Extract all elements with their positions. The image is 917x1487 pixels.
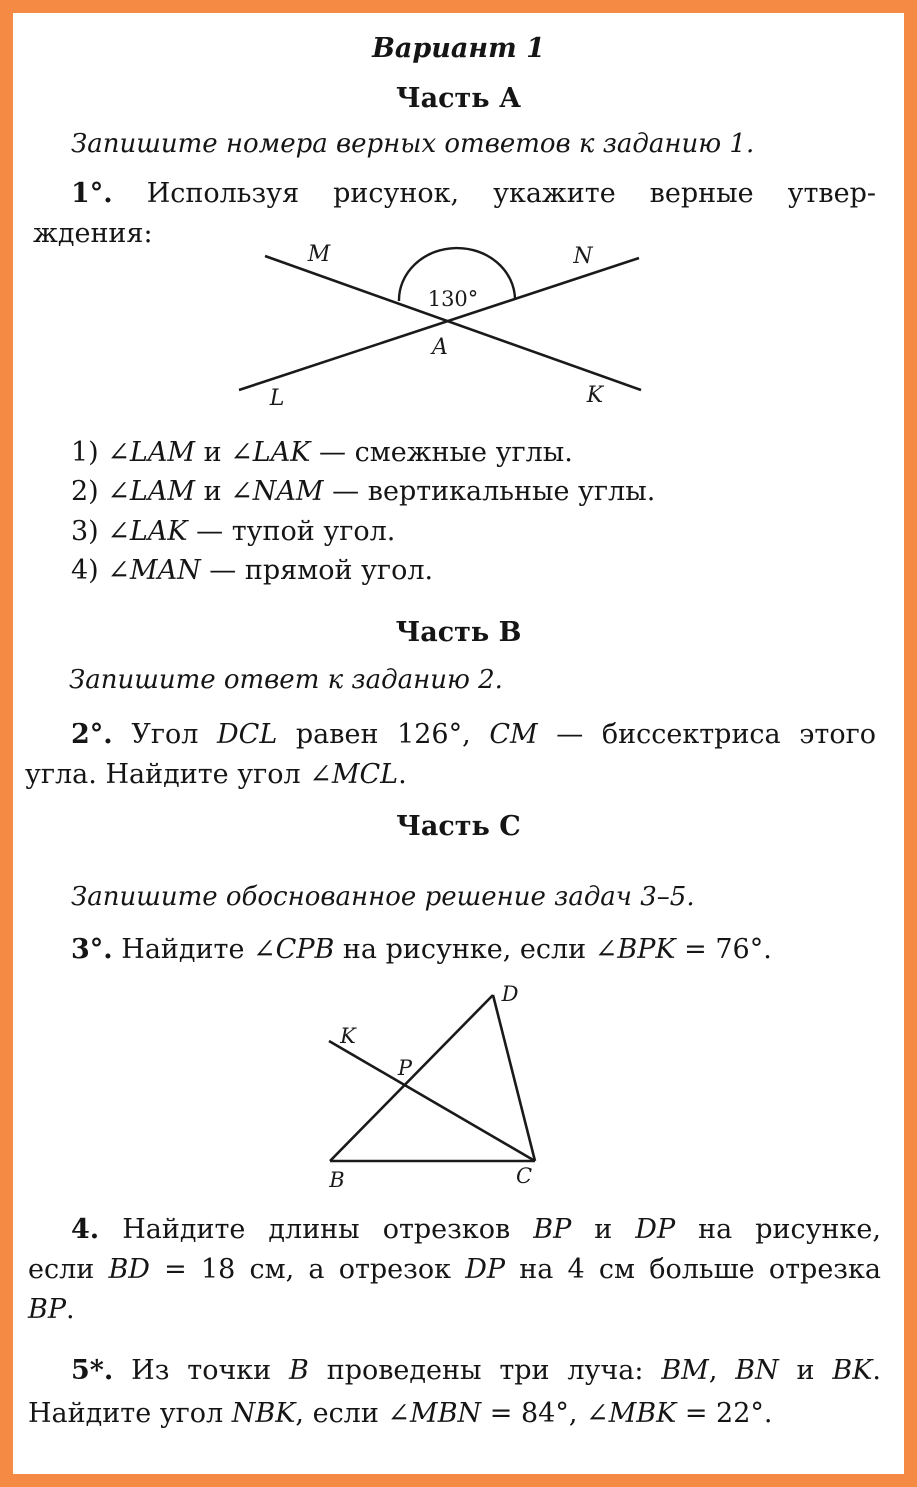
task5-text: , если <box>295 1398 388 1429</box>
label-p: P <box>397 1056 413 1080</box>
task2-text: равен 126°, <box>277 719 490 750</box>
task4-var: BD <box>108 1254 150 1285</box>
task1-text-line1: Используя рисунок, укажите верные утвер- <box>146 178 876 209</box>
task4-text: если <box>28 1254 109 1285</box>
option-text: — прямой угол. <box>200 555 434 586</box>
label-d: D <box>501 982 519 1006</box>
option-text: — смежные углы. <box>310 437 573 468</box>
task5-line1 <box>71 1355 881 1386</box>
task5-var: ∠MBN <box>387 1398 482 1429</box>
task5-line2 <box>28 1398 773 1429</box>
option-angle-2: ∠NAM <box>230 476 324 507</box>
part-c-instruction: Запишите обоснованное решение задач 3–5. <box>71 882 695 912</box>
task5-var: BK <box>832 1355 873 1386</box>
label-c: C <box>515 1164 533 1188</box>
task4-text: Найдите длины отрезков <box>122 1214 534 1245</box>
task4-number: 4. <box>71 1214 100 1245</box>
part-c-title: Часть С <box>396 811 521 842</box>
segment-d-c <box>493 995 535 1161</box>
task5-var: B <box>289 1355 309 1386</box>
option-angle: ∠MAN <box>107 555 201 586</box>
task2-text: . <box>398 759 407 790</box>
task4-var: DP <box>635 1214 676 1245</box>
label-m: M <box>307 242 331 267</box>
task3-number: 3°. <box>71 934 113 965</box>
task5-text: = 84°, <box>481 1398 586 1429</box>
task5-var: BM <box>661 1355 709 1386</box>
task2-text: угла. Найдите угол <box>25 759 310 790</box>
part-b-title: Часть В <box>395 617 522 648</box>
task4-text: на 4 см больше отрезка <box>505 1254 882 1285</box>
option-text: — тупой угол. <box>187 516 396 547</box>
option-text: — вертикальные углы. <box>323 476 656 507</box>
task2-var: DCL <box>217 719 278 750</box>
task4-var: BP <box>28 1294 67 1325</box>
task5-text: и <box>778 1355 833 1386</box>
option-number: 3) <box>71 516 99 547</box>
option-number: 1) <box>71 437 99 468</box>
option-conjunction: и <box>195 476 231 507</box>
label-b: B <box>329 1168 345 1192</box>
label-n: N <box>573 244 593 269</box>
variant-title: Вариант 1 <box>372 33 545 64</box>
ray-k-c <box>329 1041 535 1161</box>
option-number: 2) <box>71 476 99 507</box>
label-l: L <box>269 386 285 411</box>
task2-text: Угол <box>131 719 218 750</box>
task4-line3 <box>28 1294 75 1325</box>
task2-var: CM <box>489 719 538 750</box>
task2-var: ∠MCL <box>309 759 399 790</box>
option-angle: ∠LAM <box>107 476 196 507</box>
task5-text: Найдите угол <box>28 1398 232 1429</box>
task5-var: NBK <box>231 1398 296 1429</box>
task5-var: ∠MBK <box>585 1398 677 1429</box>
angle-label: 130° <box>427 287 479 311</box>
task3-text: на рисунке, если <box>334 934 595 965</box>
task5-text: = 22°. <box>676 1398 773 1429</box>
task5-var: BN <box>735 1355 779 1386</box>
task2-number: 2°. <box>71 719 113 750</box>
task1-text-line2: ждения: <box>33 218 153 249</box>
option-angle: ∠LAM <box>107 437 196 468</box>
option-conjunction: и <box>195 437 231 468</box>
task4-text: . <box>66 1294 75 1325</box>
option-angle: ∠LAK <box>107 516 188 547</box>
task4-var: DP <box>465 1254 506 1285</box>
task5-number: 5*. <box>71 1355 114 1386</box>
task4-text: и <box>571 1214 636 1245</box>
label-k: K <box>340 1024 356 1048</box>
task4-line1 <box>71 1214 881 1245</box>
worksheet <box>13 13 904 1474</box>
task4-var: BP <box>533 1214 572 1245</box>
part-a-title: Часть А <box>395 83 522 114</box>
part-a-instruction: Запишите номера верных ответов к заданию 1. <box>71 129 755 159</box>
label-a: A <box>432 335 448 360</box>
task4-text: на рисунке, <box>675 1214 881 1245</box>
label-k: K <box>586 383 604 408</box>
task2-text: — биссектриса этого <box>537 719 876 750</box>
task5-text: проведены три луча: <box>308 1355 662 1386</box>
task4-text: = 18 см, а отрезок <box>149 1254 466 1285</box>
task3-text: Найдите <box>121 934 254 965</box>
task1-number: 1°. <box>71 178 113 209</box>
task3-text: = 76°. <box>675 934 772 965</box>
option-number: 4) <box>71 555 99 586</box>
task5-text: , <box>708 1355 736 1386</box>
task3-var: ∠CPB <box>253 934 335 965</box>
task5-text: . <box>872 1355 881 1386</box>
part-b-instruction: Запишите ответ к заданию 2. <box>69 665 503 695</box>
task4-line2 <box>28 1254 881 1285</box>
task3-var: ∠BPK <box>594 934 676 965</box>
task5-text: Из точки <box>131 1355 290 1386</box>
option-angle-2: ∠LAK <box>230 437 311 468</box>
